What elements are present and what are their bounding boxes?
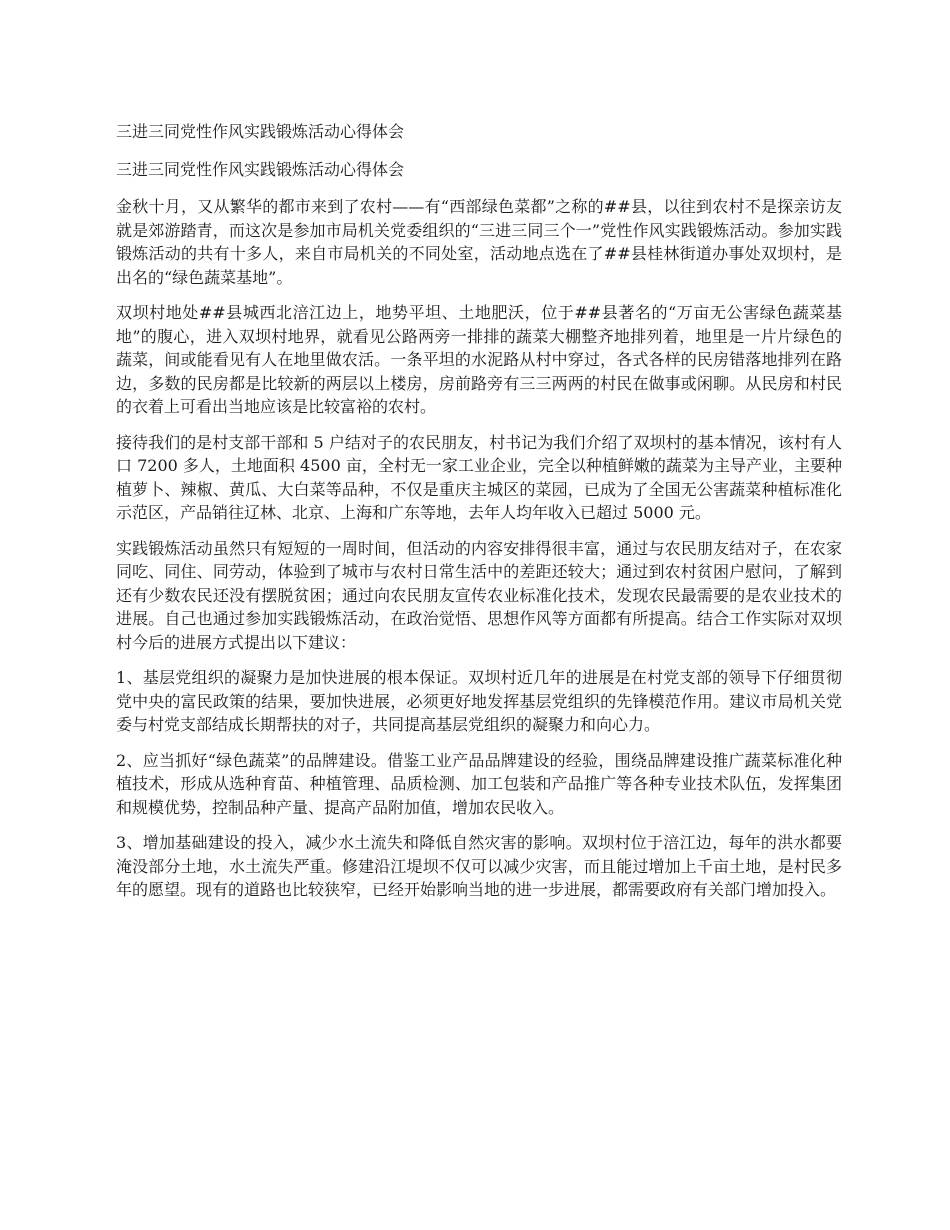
paragraph-suggestion-1: 1、基层党组织的凝聚力是加快进展的根本保证。双坝村近几年的进展是在村党支部的领导下仔细贯彻党中央的富民政策的结果，要加快进展，必须更好地发挥基层党组织的先锋模范作用。建议市局机关党委与村党支部结成长期帮扶的对子，共同提高基层党组织的凝聚力和向心力。 bbox=[116, 668, 842, 734]
document-title: 三进三同党性作风实践锻炼活动心得体会 bbox=[116, 122, 405, 141]
paragraph-suggestion-2: 2、应当抓好“绿色蔬菜”的品牌建设。借鉴工业产品品牌建设的经验，围绕品牌建设推广蔬菜标准化种植技术，形成从选种育苗、种植管理、品质检测、加工包装和产品推广等各种专业技术队伍，发挥集团和规模优势，控制品种产量、提高产品附加值，增加农民收入。 bbox=[116, 750, 842, 817]
paragraph-village-location: 双坝村地处##县城西北涪江边上，地势平坦、土地肥沃，位于##县著名的“万亩无公害绿色蔬菜基地”的腹心，进入双坝村地界，就看见公路两旁一排排的蔬菜大棚整齐地排列着，地里是一片片绿色的蔬菜，间或能看见有人在地里做农活。一条平坦的水泥路从村中穿过，各式各样的民房错落地排列在路边，多数的民房都是比较新的两层以上楼房，房前路旁有三三两两的村民在做事或闲聊。从民房和村民的衣着上可看出当地应该是比较富裕的农村。 bbox=[116, 303, 842, 416]
document-body bbox=[116, 120, 842, 914]
paragraph-activity-summary: 实践锻炼活动虽然只有短短的一周时间，但活动的内容安排得很丰富，通过与农民朋友结对子，在农家同吃、同住、同劳动，体验到了城市与农村日常生活中的差距还较大；通过到农村贫困户慰问，了解到还有少数农民还没有摆脱贫困；通过向农民朋友宣传农业标准化技术，发现农民最需要的是农业技术的进展。自己也通过参加实践锻炼活动，在政治觉悟、思想作风等方面都有所提高。结合工作实际对双坝村今后的进展方式提出以下建议： bbox=[116, 538, 842, 652]
paragraph-village-info: 接待我们的是村支部干部和 5 户结对子的农民朋友，村书记为我们介绍了双坝村的基本情况，该村有人口 7200 多人，土地面积 4500 亩，全村无一家工业企业，完全以种植鲜嫩的蔬菜为主导产业，主要种植萝卜、辣椒、黄瓜、大白菜等品种，不仅是重庆主城区的菜园，已成为了全国无公害蔬菜种植标准化示范区，产品销往辽林、北京、上海和广东等地，去年人均年收入已超过 5000 元。 bbox=[116, 432, 842, 522]
paragraph-suggestion-3: 3、增加基础建设的投入，减少水土流失和降低自然灾害的影响。双坝村位于涪江边，每年的洪水都要淹没部分土地，水土流失严重。修建沿江堤坝不仅可以减少灾害，而且能过增加上千亩土地，是村民多年的愿望。现有的道路也比较狭窄，已经开始影响当地的进一步进展，都需要政府有关部门增加投入。 bbox=[116, 833, 842, 899]
paragraph-intro: 金秋十月，又从繁华的都市来到了农村——有“西部绿色菜都”之称的##县，以往到农村不是探亲访友就是郊游踏青，而这次是参加市局机关党委组织的“三进三同三个一”党性作风实践锻炼活动。参加实践锻炼活动的共有十多人，来自市局机关的不同处室，活动地点选在了##县桂林街道办事处双坝村，是出名的“绿色蔬菜基地”。 bbox=[116, 197, 842, 287]
document-subtitle: 三进三同党性作风实践锻炼活动心得体会 bbox=[116, 159, 405, 179]
